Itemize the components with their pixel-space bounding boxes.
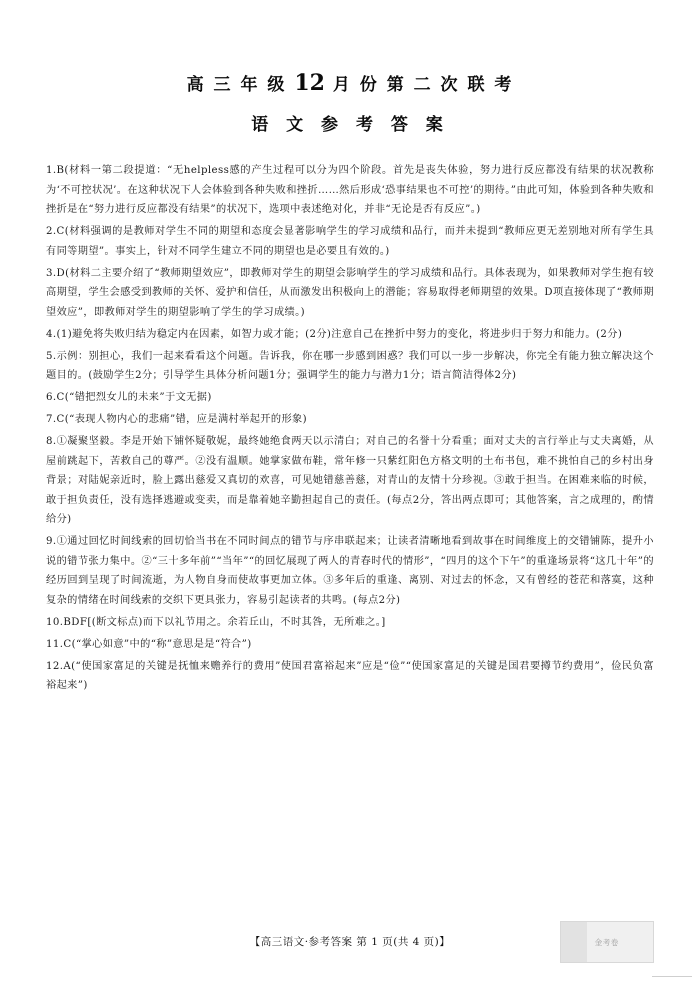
logo-stripe — [561, 922, 587, 962]
page-title-month: 12 — [294, 70, 325, 96]
answer-item-12: 12.A(“使国家富足的关键是抚恤来赡养行的费用”使国君富裕起来”应是“俭”“使国家富足的关键是国君要撙节约费用”，俭民负富裕起来”) — [46, 660, 654, 691]
page-title-prefix: 高 三 年 级 — [186, 75, 287, 95]
answer-item-8: 8.①凝聚坚毅。李是开始下铺怀疑敬妮，最终她绝食两天以示清白；对自己的名誉十分看重；面对丈夫的言行举止与丈夫离婚，从屋前跳起下，苦救自己的尊严。②没有温顺。她掌家做布鞋，常年修一只紫红阳色方格文明的土布书包，难不挑怕自己的乡村出身背景；对陆妮亲近时，脸上露出慈爱又真切的欢喜，可见她错慈善慈，对青山的友情十分珍视。③敢于担当。在困难来临的时候，敢于担负责任，没有选择逃避或变卖，而是靠着她辛勤担起自己的责任。(每点2分，答出两点即可；其他答案，言之成理的，酌情给分) — [46, 436, 654, 525]
corner-mark — [652, 976, 692, 977]
answer-item-5: 5.示例：别担心，我们一起来看看这个问题。告诉我，你在哪一步感到困惑？我们可以一步一步解决，你完全有能力独立解决这个题目的。(鼓励学生2分；引导学生具体分析问题1分；强调学生的能力与潜力1分；语言简洁得体2分) — [46, 350, 654, 381]
answer-item-9: 9.①通过回忆时间线索的回切恰当书在不同时间点的错节与序串联起来；让读者清晰地看到故事在时间维度上的交错铺陈，提升小说的错节张力集中。②“三十多年前”“当年”“的回忆展现了两人的青春时代的情形”，“四月的这个下午”的重逢场景将“这几十年”的经历回到呈现了时间流逝，为人物自身而使故事更加立体。③多年后的重逢、离别、对过去的怀念，又有曾经的苍茫和落寞，这种复杂的情绪在时间线索的交织下更具张力，容易引起读者的共鸣。(每点2分) — [46, 536, 654, 606]
answer-item-1: 1.B(材料一第二段提道：“无helpless感的产生过程可以分为四个阶段。首先是丧失体验，努力进行反应都没有结果的状况教称为‘不可控状况’。在这种状况下人会体验到各种失败和挫折……然后形成‘恐事结果也不可控’的期待。”由此可知，体验到各种失败和挫折是在“努力进行反应都没有结果”的状况下，选项中表述绝对化，并非“无论是否有反应”。) — [46, 165, 654, 215]
publisher-logo — [560, 921, 654, 963]
answer-item-4: 4.(1)避免将失败归结为稳定内在因素，如智力或才能；(2分)注意自己在挫折中努力的变化，将进步归于努力和能力。(2分) — [46, 328, 623, 340]
answer-item-11: 11.C(“掌心如意”中的“称”意思是是“符合”) — [46, 638, 252, 650]
answer-item-6: 6.C(“错把烈女儿的未来”于文无据) — [46, 392, 212, 403]
answer-item-10: 10.BDF[(断文标点)而下以礼节用之。余若丘山，不时其咎，无所难之。] — [46, 616, 386, 628]
answer-item-7: 7.C(“表现人物内心的悲痛”错，应是满村举起开的形象) — [46, 414, 308, 425]
page-subtitle: 语 文 参 考 答 案 — [251, 115, 449, 135]
logo-label: 金考卷 — [594, 937, 620, 947]
page-title-suffix: 月 份 第 二 次 联 考 — [332, 75, 514, 95]
answers-list — [46, 161, 654, 696]
answer-item-3: 3.D(材料二主要介绍了“教师期望效应”，即教师对学生的期望会影响学生的学习成绩和品行。具体表现为，如果教师对学生抱有较高期望，学生会感受到教师的关怀、爱护和信任，从而激发出积极向上的潜能；容易取得老师期望的效果。D项直接体现了“教师期望效应”，即教师对学生的期望影响了学生的学习成绩。) — [46, 267, 654, 318]
page-footer: 【高三语文·参考答案 第 1 页(共 4 页)】 — [249, 936, 451, 948]
answer-item-2: 2.C(材料强调的是教师对学生不同的期望和态度会显著影响学生的学习成绩和品行，而并未提到“教师应更无差别地对所有学生具有同等期望”。事实上，针对不同学生建立不同的期望也是必要且有效的。) — [46, 226, 654, 257]
page-title — [46, 70, 654, 96]
